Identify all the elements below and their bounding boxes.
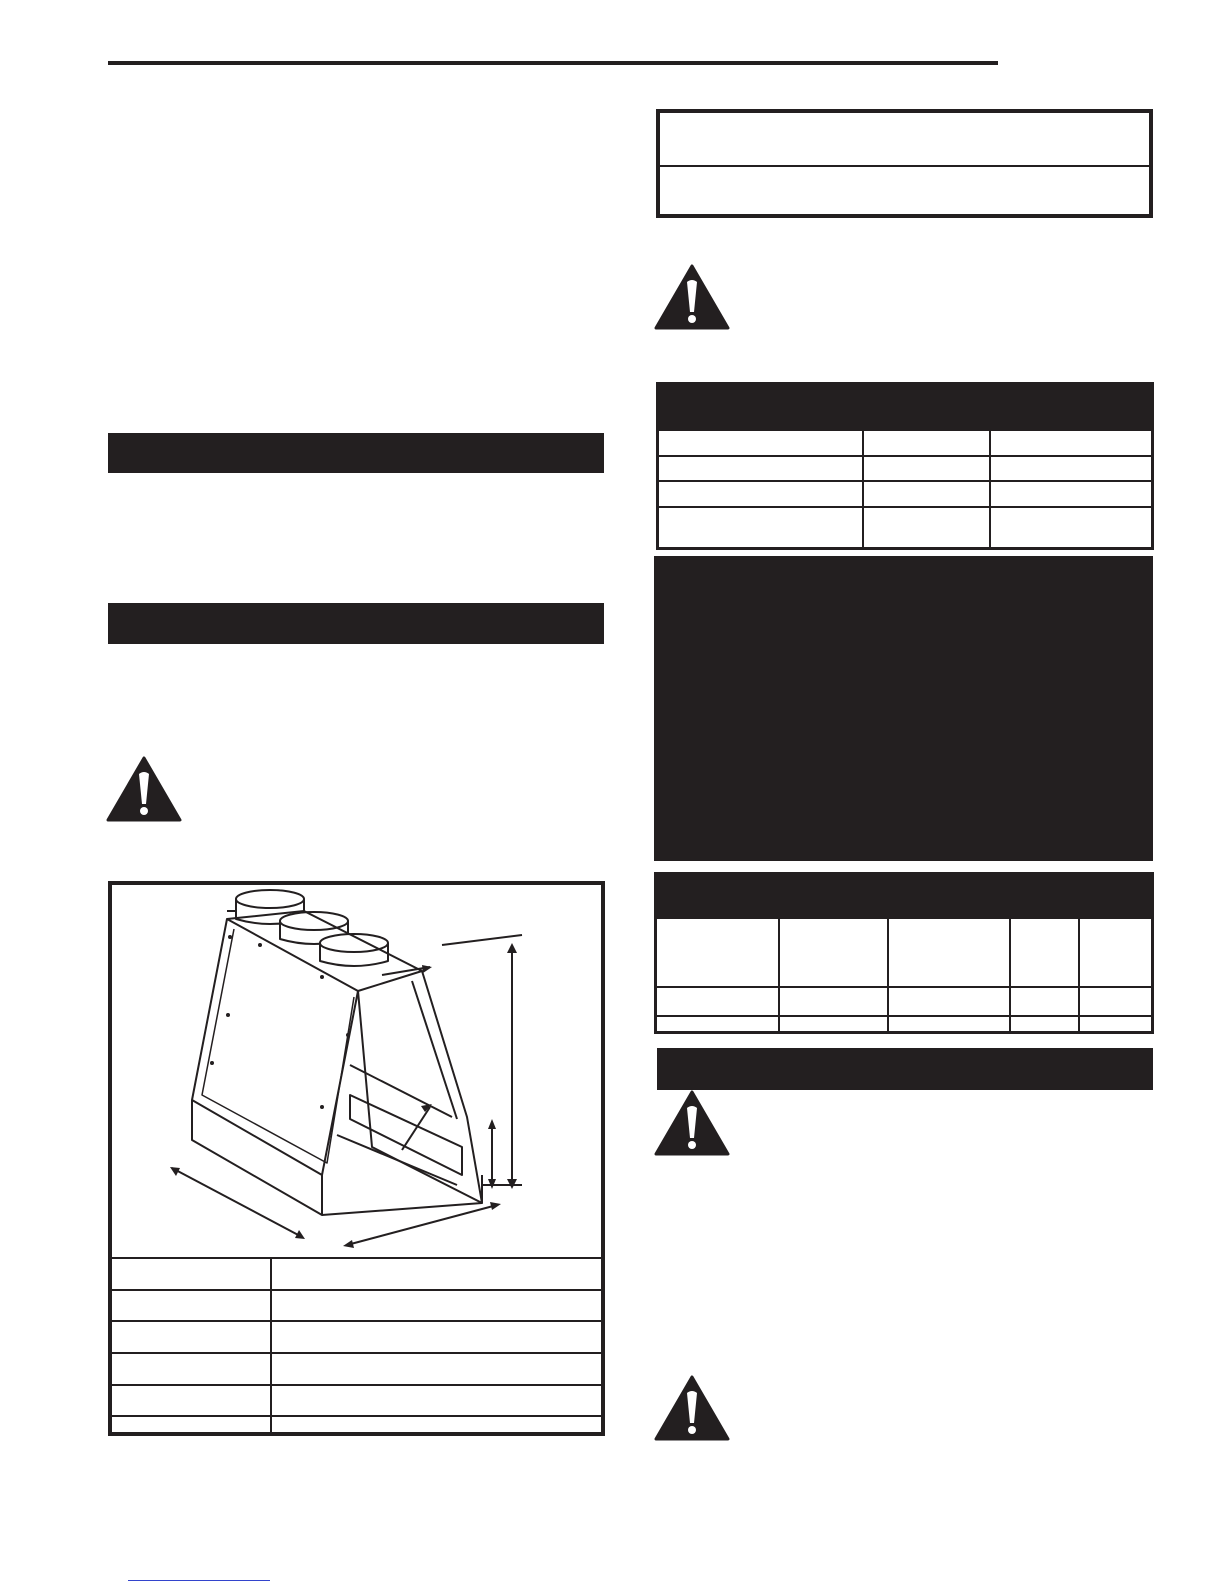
ratings-table	[656, 382, 1154, 550]
table-row	[112, 1321, 601, 1353]
warning-triangle-icon	[654, 1090, 730, 1156]
section-header-bar-2	[108, 603, 604, 644]
table-row	[657, 987, 1151, 1016]
footer-link[interactable]	[128, 1580, 270, 1581]
header-rule	[108, 61, 998, 65]
model-table-header	[657, 875, 1151, 919]
dark-notice-panel	[654, 556, 1153, 861]
table-row	[112, 1416, 601, 1432]
table-row	[659, 481, 1151, 507]
table-row	[112, 1290, 601, 1322]
cabinet-illustration	[112, 885, 601, 1275]
dimension-table	[112, 1257, 601, 1432]
model-table	[654, 872, 1154, 1034]
section-header-bar-1	[108, 433, 604, 473]
table-row	[659, 507, 1151, 547]
table-row	[112, 1258, 601, 1290]
warning-triangle-icon	[106, 756, 182, 822]
figure-box	[108, 881, 605, 1436]
section-header-bar-3	[657, 1048, 1153, 1090]
warning-triangle-icon	[654, 264, 730, 330]
table-row	[659, 430, 1151, 456]
notice-box	[656, 109, 1153, 218]
ratings-table-header	[659, 385, 1151, 429]
table-row	[112, 1385, 601, 1417]
warning-triangle-icon	[654, 1375, 730, 1441]
table-row	[657, 1016, 1151, 1031]
table-row	[657, 919, 1151, 987]
table-row	[659, 456, 1151, 482]
table-row	[112, 1353, 601, 1385]
